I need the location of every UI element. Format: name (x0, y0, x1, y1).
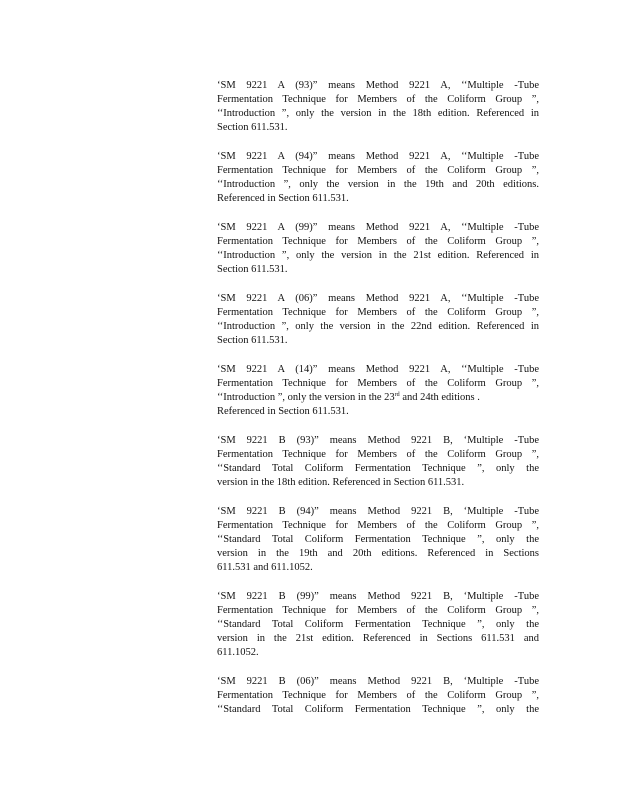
entry-line: Fermentation Technique for Members of the Coliform Group ”, (217, 449, 539, 460)
entry-line: Section 611.531. (217, 122, 288, 133)
entry-line: ‘‘Standard Total Coliform Fermentation Technique ”, only the (217, 463, 539, 474)
entry-line-with-superscript (217, 391, 539, 405)
entry-line: version in the 19th and 20th editions. Referenced in Sections (217, 548, 539, 559)
entry-line-tail: and 24th editions . (402, 392, 480, 403)
entry-line: ‘SM 9221 B (06)” means Method 9221 B, ‘Multiple -Tube (217, 676, 539, 687)
entry-line: ‘SM 9221 A (93)” means Method 9221 A, ‘‘Multiple -Tube (217, 80, 539, 91)
definition-entry (217, 363, 539, 419)
entry-line: ‘‘Introduction ”, only the version in the 19th and 20th editions. (217, 179, 539, 190)
entry-line: Fermentation Technique for Members of the Coliform Group ”, (217, 94, 539, 105)
entry-line: ‘SM 9221 A (14)” means Method 9221 A, ‘‘Multiple -Tube (217, 364, 539, 375)
entry-line: Section 611.531. (217, 264, 288, 275)
entry-line: ‘‘Standard Total Coliform Fermentation Technique ”, only the (217, 619, 539, 630)
definition-entry (217, 434, 539, 490)
definition-entry (217, 79, 539, 135)
entry-line: 611.1052. (217, 647, 259, 658)
entry-line: ‘‘Standard Total Coliform Fermentation Technique ”, only the (217, 704, 539, 715)
entry-line: version in the 21st edition. Referenced in Sections 611.531 and (217, 633, 539, 644)
definition-entry (217, 590, 539, 660)
ordinal-superscript: rd (394, 392, 400, 398)
entry-line-head: ‘‘Introduction ”, only the version in the 23 (217, 392, 395, 403)
entry-line: Referenced in Section 611.531. (217, 406, 349, 417)
entry-line: 611.531 and 611.1052. (217, 562, 313, 573)
entry-line: ‘SM 9221 B (93)” means Method 9221 B, ‘Multiple -Tube (217, 435, 539, 446)
definitions-body (217, 79, 539, 732)
entry-line: Fermentation Technique for Members of the Coliform Group ”, (217, 520, 539, 531)
entry-line: ‘SM 9221 A (94)” means Method 9221 A, ‘‘Multiple -Tube (217, 151, 539, 162)
definition-entry (217, 292, 539, 348)
definition-entry (217, 221, 539, 277)
entry-line: ‘SM 9221 A (99)” means Method 9221 A, ‘‘Multiple -Tube (217, 222, 539, 233)
entry-line: ‘‘Introduction ”, only the version in the 22nd edition. Referenced in (217, 321, 539, 332)
entry-line: Fermentation Technique for Members of the Coliform Group ”, (217, 605, 539, 616)
entry-line: ‘SM 9221 B (99)” means Method 9221 B, ‘Multiple -Tube (217, 591, 539, 602)
definition-entry (217, 675, 539, 717)
entry-line: version in the 18th edition. Referenced in Section 611.531. (217, 477, 465, 488)
entry-line: Fermentation Technique for Members of the Coliform Group ”, (217, 236, 539, 247)
entry-line: Fermentation Technique for Members of the Coliform Group ”, (217, 378, 539, 389)
entry-line: ‘‘Introduction ”, only the version in the 18th edition. Referenced in (217, 108, 539, 119)
entry-line: ‘SM 9221 B (94)” means Method 9221 B, ‘Multiple -Tube (217, 506, 539, 517)
entry-line: Fermentation Technique for Members of the Coliform Group ”, (217, 690, 539, 701)
entry-line: ‘‘Introduction ”, only the version in the 21st edition. Referenced in (217, 250, 539, 261)
definition-entry (217, 505, 539, 575)
entry-line: Section 611.531. (217, 335, 288, 346)
entry-line: Referenced in Section 611.531. (217, 193, 349, 204)
definition-entry (217, 150, 539, 206)
entry-line: Fermentation Technique for Members of the Coliform Group ”, (217, 307, 539, 318)
entry-line: ‘SM 9221 A (06)” means Method 9221 A, ‘‘Multiple -Tube (217, 293, 539, 304)
entry-line: Fermentation Technique for Members of the Coliform Group ”, (217, 165, 539, 176)
entry-line: ‘‘Standard Total Coliform Fermentation Technique ”, only the (217, 534, 539, 545)
